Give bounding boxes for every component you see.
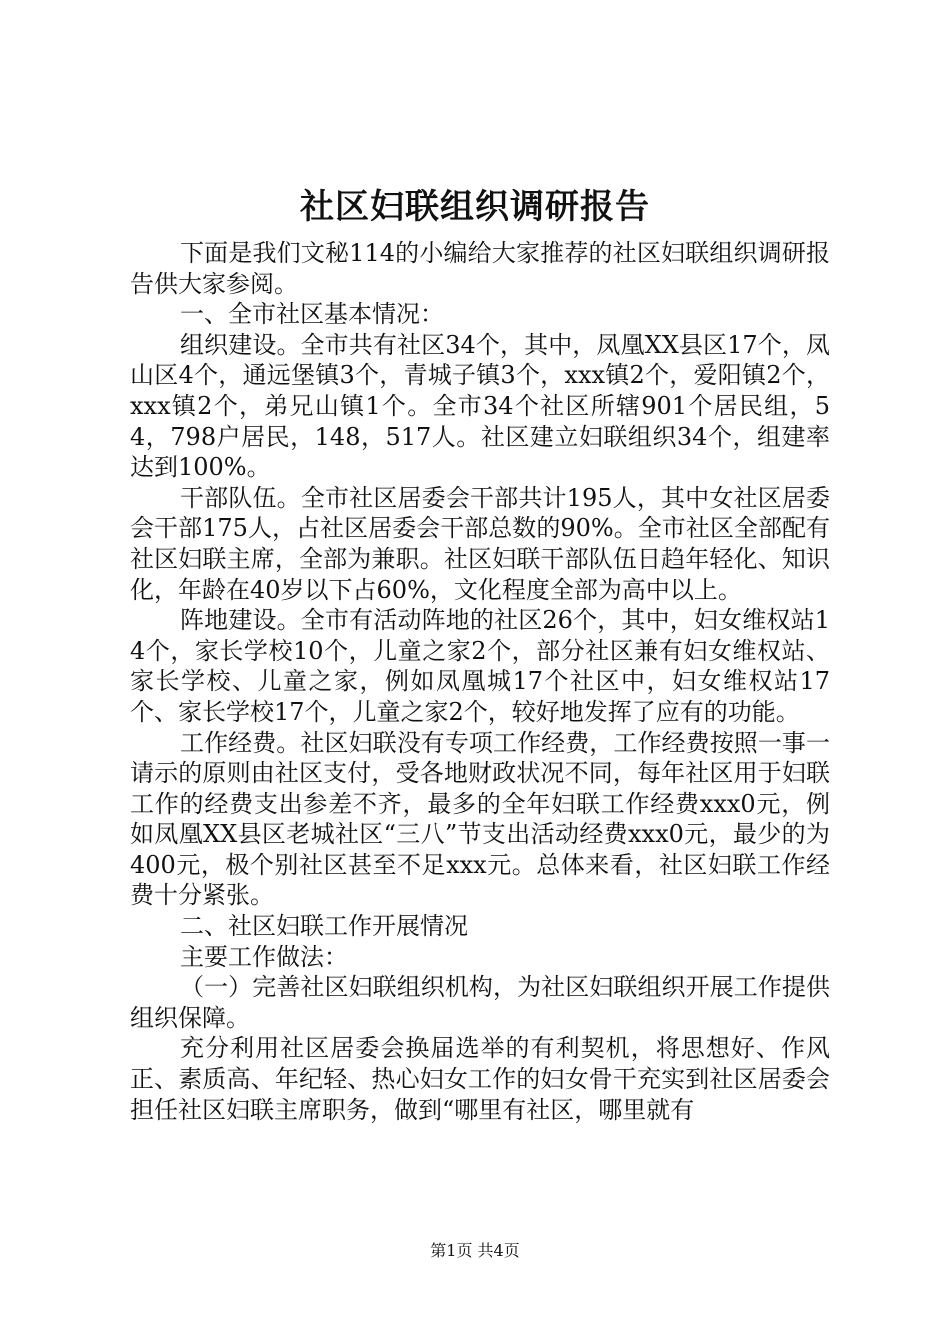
paragraph-funding: 工作经费。社区妇联没有专项工作经费，工作经费按照一事一请示的原则由社区支付，受各地财政状况不同，每年社区用于妇联工作的经费支出参差不齐，最多的全年妇联工作经费xxx0元，例如凤凰XX县区老城社区“三八”节支出活动经费xxx0元，最少的为400元，极个别社区甚至不足xxx元。总体来看，社区妇联工作经费十分紧张。 [130,728,830,910]
paragraph-venue-building: 阵地建设。全市有活动阵地的社区26个，其中，妇女维权站14个，家长学校10个，儿童之家2个，部分社区兼有妇女维权站、家长学校、儿童之家，例如凤凰城17个社区中，妇女维权站17个、家长学校17个，儿童之家2个，较好地发挥了应有的功能。 [130,606,830,726]
paragraph-intro: 下面是我们文秘114的小编给大家推荐的社区妇联组织调研报告供大家参阅。 [130,239,830,298]
paragraph-organization: 组织建设。全市共有社区34个，其中，凤凰XX县区17个，凤山区4个，通远堡镇3个，青城子镇3个，xxx镇2个，爱阳镇2个，xxx镇2个，弟兄山镇1个。全市34个社区所辖901个居民组，54，798户居民，148，517人。社区建立妇联组织34个，组建率达到100%。 [130,330,830,482]
section-heading-1: 一、全市社区基本情况： [180,300,444,329]
paragraph-main-methods: 主要工作做法： [180,942,348,971]
section-heading-2: 二、社区妇联工作开展情况 [180,912,468,941]
subsection-heading-1: （一）完善社区妇联组织机构，为社区妇联组织开展工作提供组织保障。 [130,973,830,1032]
document-body [130,238,830,1125]
paragraph-cadre-team: 干部队伍。全市社区居委会干部共计195人，其中女社区居委会干部175人，占社区居委会干部总数的90%。全市社区全部配有社区妇联主席，全部为兼职。社区妇联干部队伍日趋年轻化、知识化，年龄在40岁以下占60%，文化程度全部为高中以上。 [130,483,830,604]
paragraph-election: 充分利用社区居委会换届选举的有利契机，将思想好、作风正、素质高、年纪轻、热心妇女工作的妇女骨干充实到社区居委会担任社区妇联主席职务，做到“哪里有社区，哪里就有 [130,1034,830,1124]
document-title: 社区妇联组织调研报告 [300,187,650,227]
page-footer: 第1页 共4页 [430,1241,520,1260]
